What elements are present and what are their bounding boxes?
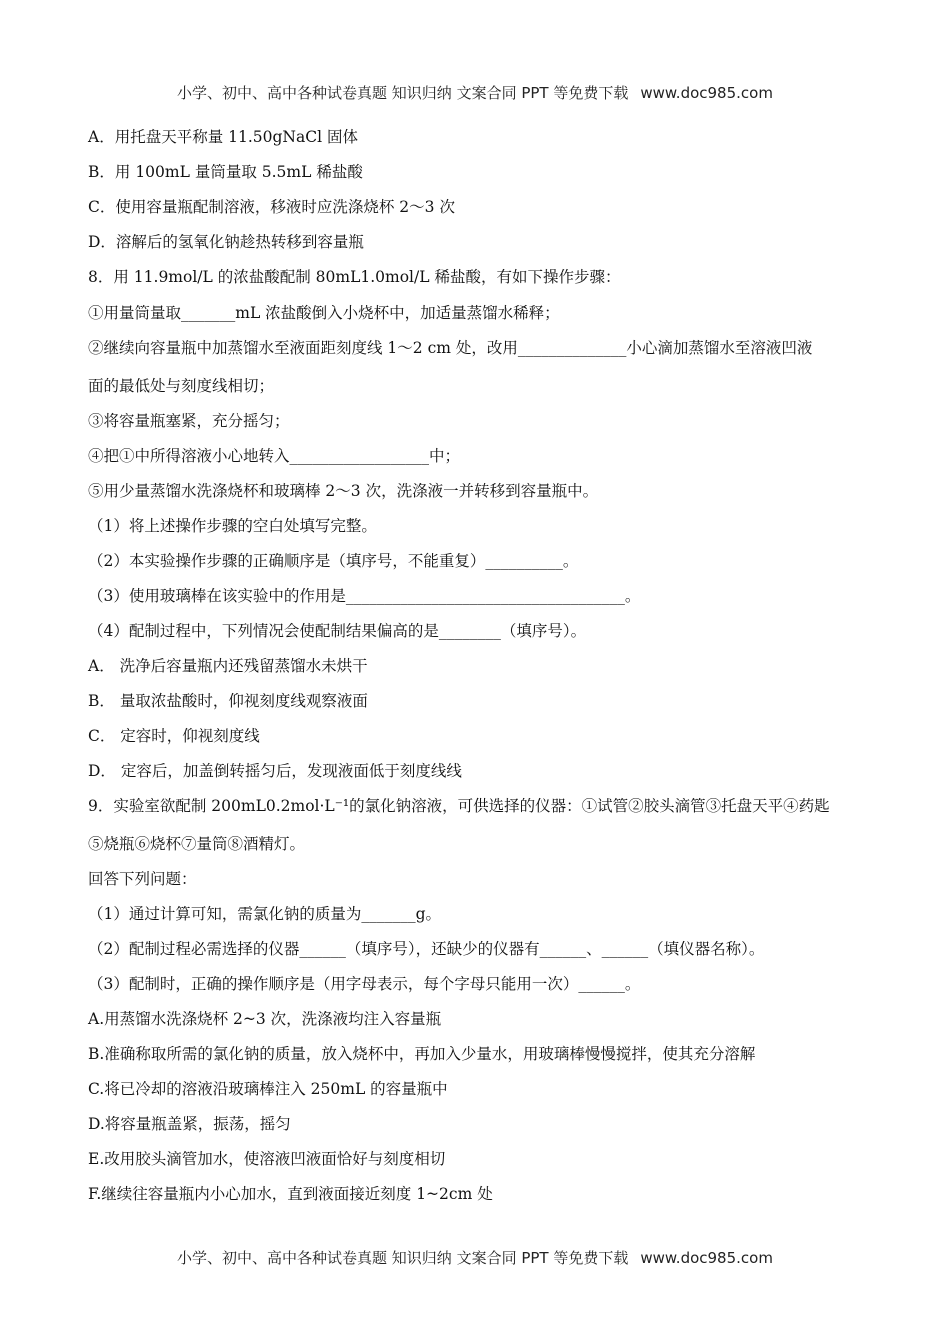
- document-body: [88, 127, 878, 1204]
- header-text: 小学、初中、高中各种试卷真题 知识归纳 文案合同 PPT 等免费下载: [177, 84, 629, 102]
- footer-text: 小学、初中、高中各种试卷真题 知识归纳 文案合同 PPT 等免费下载: [177, 1249, 629, 1267]
- question-line: B．用 100mL 量筒量取 5.5mL 稀盐酸: [88, 163, 363, 181]
- question-line: D.将容量瓶盖紧，振荡，摇匀: [88, 1115, 291, 1133]
- question-line: ④把①中所得溶液小心地转入__________________中；: [88, 447, 461, 465]
- question-line: D．溶解后的氢氧化钠趁热转移到容量瓶: [88, 233, 364, 251]
- question-line: A．用托盘天平称量 11.50gNaCl 固体: [88, 128, 358, 146]
- question-line: ⑤烧瓶⑥烧杯⑦量筒⑧酒精灯。: [88, 835, 306, 853]
- question-line: ①用量筒量取_______mL 浓盐酸倒入小烧杯中，加适量蒸馏水稀释；: [88, 304, 560, 322]
- question-line: A． 洗净后容量瓶内还残留蒸馏水未烘干: [88, 657, 368, 675]
- page-header: [0, 82, 950, 103]
- question-line: （2）本实验操作步骤的正确顺序是（填序号，不能重复）__________。: [88, 552, 579, 570]
- question-line: （1）通过计算可知，需氯化钠的质量为_______g。: [88, 905, 442, 923]
- question-line: 回答下列问题：: [88, 870, 197, 888]
- question-line: ②继续向容量瓶中加蒸馏水至液面距刻度线 1～2 cm 处，改用______________小心滴加蒸馏水至溶液凹液: [88, 339, 813, 357]
- question-line: （3）配制时，正确的操作顺序是（用字母表示，每个字母只能用一次）______。: [88, 975, 641, 993]
- question-line: C.将已冷却的溶液沿玻璃棒注入 250mL 的容量瓶中: [88, 1080, 448, 1098]
- question-line: （3）使用玻璃棒在该实验中的作用是____________________________________。: [88, 587, 641, 605]
- question-line: （2）配制过程必需选择的仪器______（填序号），还缺少的仪器有______、______（填仪器名称）。: [88, 940, 765, 958]
- header-site: www.doc985.com: [640, 84, 773, 102]
- question-line: B.准确称取所需的氯化钠的质量，放入烧杯中，再加入少量水，用玻璃棒慢慢搅拌，使其充分溶解: [88, 1045, 756, 1063]
- question-line: ③将容量瓶塞紧，充分摇匀；: [88, 412, 290, 430]
- question-line: （1）将上述操作步骤的空白处填写完整。: [88, 517, 377, 535]
- question-line: F.继续往容量瓶内小心加水，直到液面接近刻度 1~2cm 处: [88, 1185, 493, 1203]
- question-line: ⑤用少量蒸馏水洗涤烧杯和玻璃棒 2～3 次，洗涤液一并转移到容量瓶中。: [88, 482, 599, 500]
- question-line: C． 定容时，仰视刻度线: [88, 727, 260, 745]
- footer-site: www.doc985.com: [640, 1249, 773, 1267]
- question-line: B． 量取浓盐酸时，仰视刻度线观察液面: [88, 692, 368, 710]
- question-line: 面的最低处与刻度线相切；: [88, 377, 275, 395]
- question-line: 8．用 11.9mol/L 的浓盐酸配制 80mL1.0mol/L 稀盐酸，有如下操作步骤：: [88, 268, 621, 286]
- question-line: E.改用胶头滴管加水，使溶液凹液面恰好与刻度相切: [88, 1150, 446, 1168]
- page-footer: [0, 1247, 950, 1268]
- question-line: A.用蒸馏水洗涤烧杯 2~3 次，洗涤液均注入容量瓶: [88, 1010, 442, 1028]
- question-line: D． 定容后，加盖倒转摇匀后，发现液面低于刻度线线: [88, 762, 462, 780]
- question-line: 9．实验室欲配制 200mL0.2mol·L⁻¹的氯化钠溶液，可供选择的仪器：①试管②胶头滴管③托盘天平④药匙: [88, 797, 830, 815]
- question-line: （4）配制过程中，下列情况会使配制结果偏高的是________（填序号）。: [88, 622, 587, 640]
- question-line: C．使用容量瓶配制溶液，移液时应洗涤烧杯 2～3 次: [88, 198, 455, 216]
